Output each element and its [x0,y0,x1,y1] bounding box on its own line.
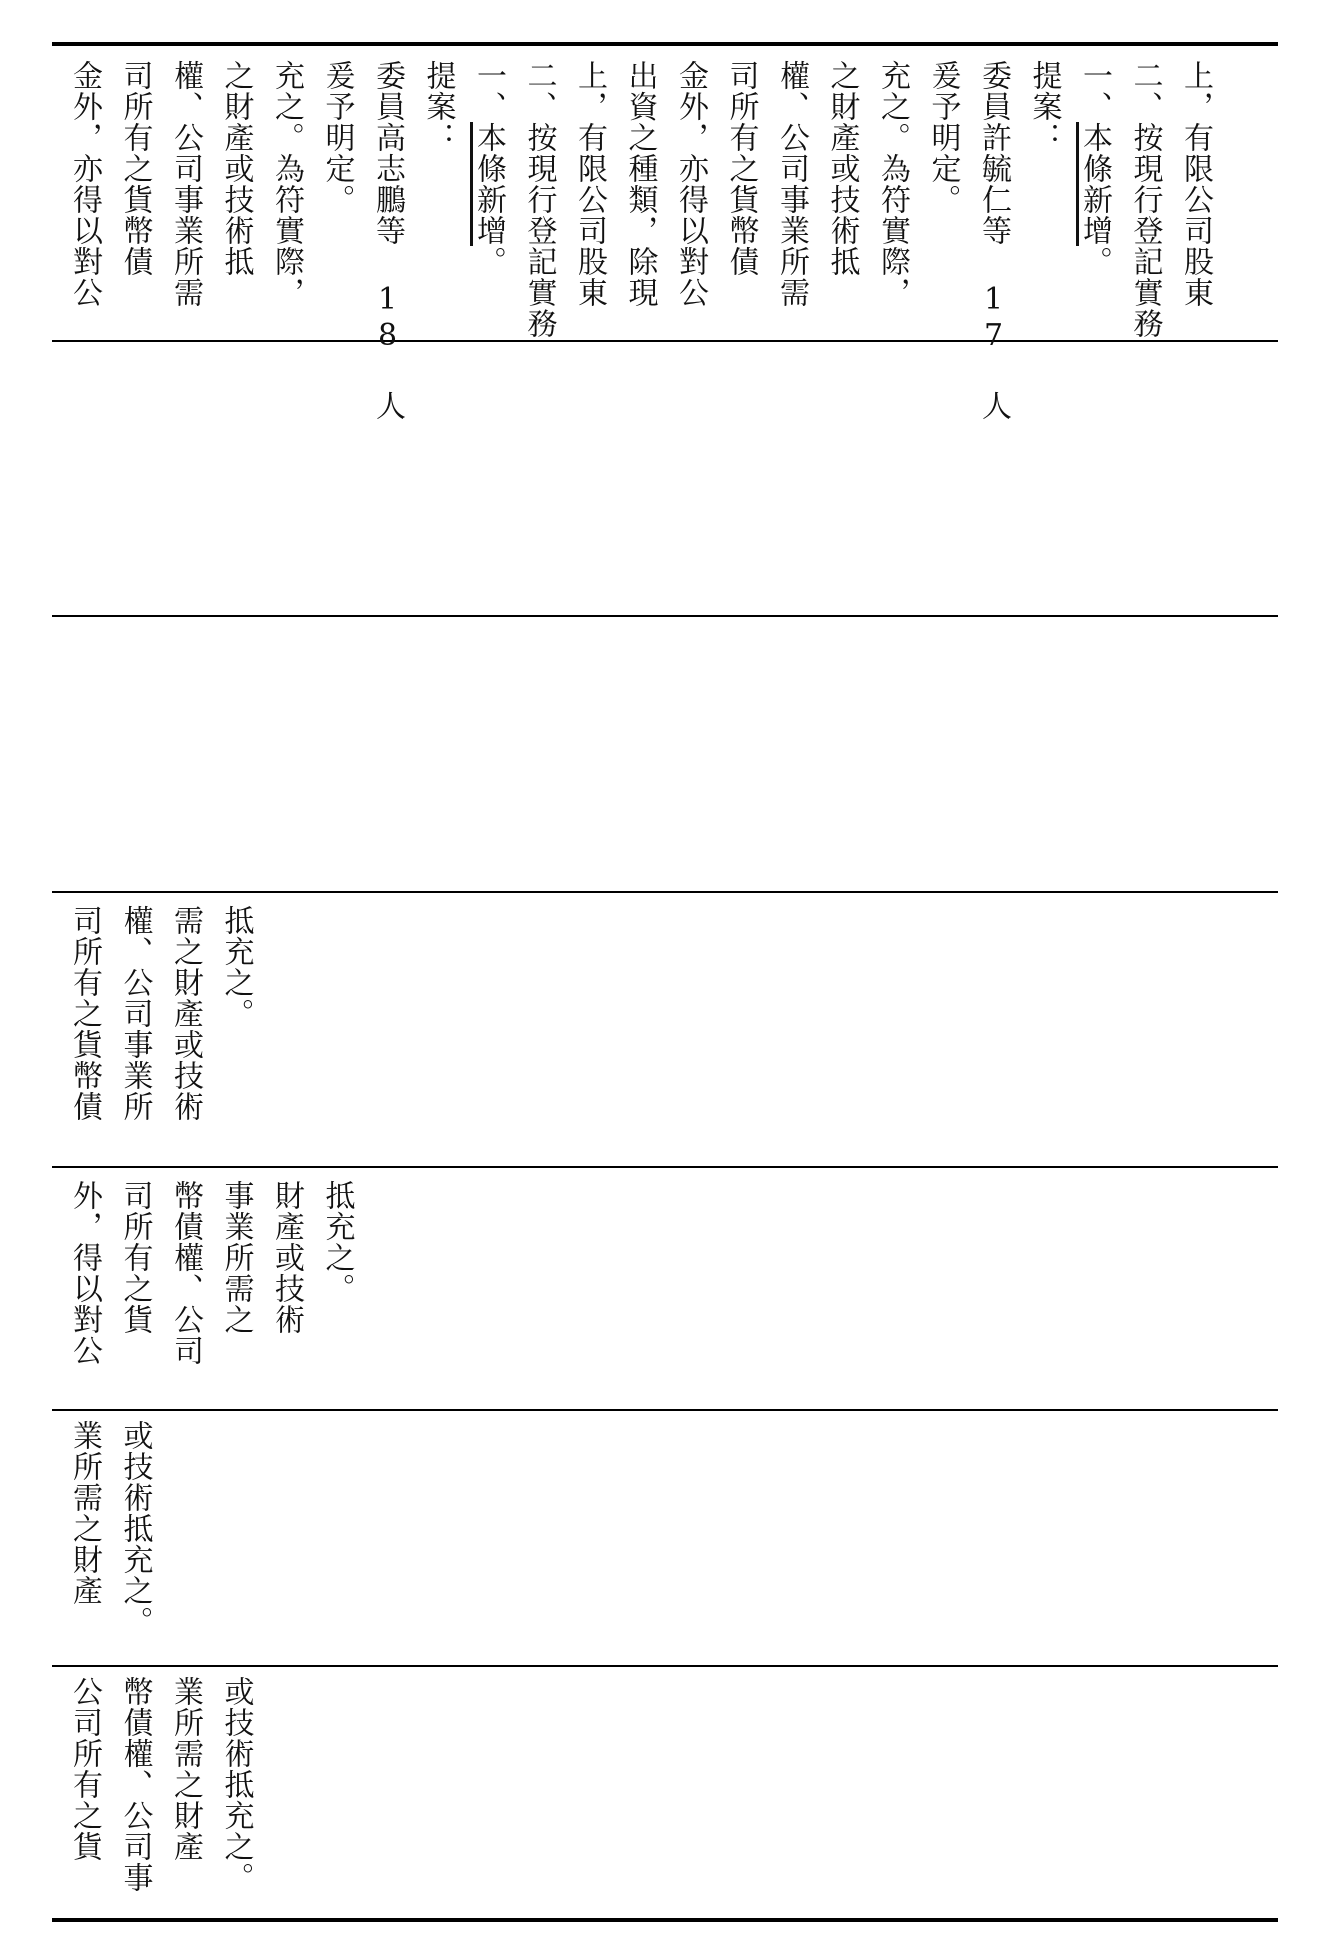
table-row [62,905,1278,1163]
text-line: 爰予明定。 [319,60,355,215]
text-line: 抵充之。 [218,905,254,1029]
text-line: 幣債權、公司 [168,1180,203,1366]
text-line: 司所有之貨幣債 [723,60,759,277]
text-line: 司所有之貨 [117,1180,153,1335]
text-line: 權、公司事業所需 [168,60,203,308]
text-line: 充之。為符實際， [875,60,910,308]
text-line: 抵充之。 [319,1180,355,1304]
table-row [62,1420,1278,1660]
text-line: 司所有之貨幣債 [117,60,153,277]
text-line: 一、本條新增。 [471,60,506,277]
text-line: 公司所有之貨 [67,1676,102,1862]
text-line: 需之財產或技術 [168,905,203,1122]
row-divider [52,340,1278,342]
text-line: 業所需之財產 [168,1676,203,1862]
text-line: 財產或技術 [269,1180,304,1335]
text-line: 爰予明定。 [925,60,961,215]
text-line: 業所需之財產 [67,1420,102,1606]
underlined-text: 本條新增 [1077,122,1112,246]
text-line: 幣債權、公司事 [117,1676,153,1893]
text-line: 之財產或技術抵 [218,60,254,277]
text-line: 二、按現行登記實務 [1127,60,1163,339]
table-row [62,348,1278,610]
table-bottom-border [52,1918,1278,1922]
table-row [62,1180,1278,1404]
text-line: 權、公司事業所需 [774,60,809,308]
text-line: 出資之種類，除現 [622,60,658,308]
table-row [62,60,1278,421]
row-divider [52,1166,1278,1168]
text-line: 司所有之貨幣債 [67,905,102,1122]
text-line: 提案： [420,60,456,153]
text-line: 委員許毓仁等 17 人 [976,60,1011,421]
text-line: 上，有限公司股東 [572,60,607,308]
text-line: 金外，亦得以對公 [673,60,708,308]
text-line: 提案： [1026,60,1062,153]
text-line: 委員高志鵬等 18 人 [370,60,405,421]
text-line: 一、本條新增。 [1077,60,1112,277]
row-divider [52,891,1278,893]
text-line: 金外，亦得以對公 [67,60,102,308]
row-divider [52,1409,1278,1411]
text-line: 或技術抵充之。 [117,1420,153,1637]
row-divider [52,615,1278,617]
text-line: 權、公司事業所 [117,905,153,1122]
text-line: 上，有限公司股東 [1178,60,1213,308]
table-row [62,623,1278,885]
table-top-border [52,42,1278,46]
table-row [62,1676,1278,1912]
row-divider [52,1665,1278,1667]
underlined-text: 本條新增 [471,122,506,246]
text-line: 或技術抵充之。 [218,1676,254,1893]
text-line: 外，得以對公 [67,1180,102,1366]
text-line: 充之。為符實際， [269,60,304,308]
text-line: 二、按現行登記實務 [521,60,557,339]
text-line: 之財產或技術抵 [824,60,860,277]
text-line: 事業所需之 [218,1180,254,1335]
